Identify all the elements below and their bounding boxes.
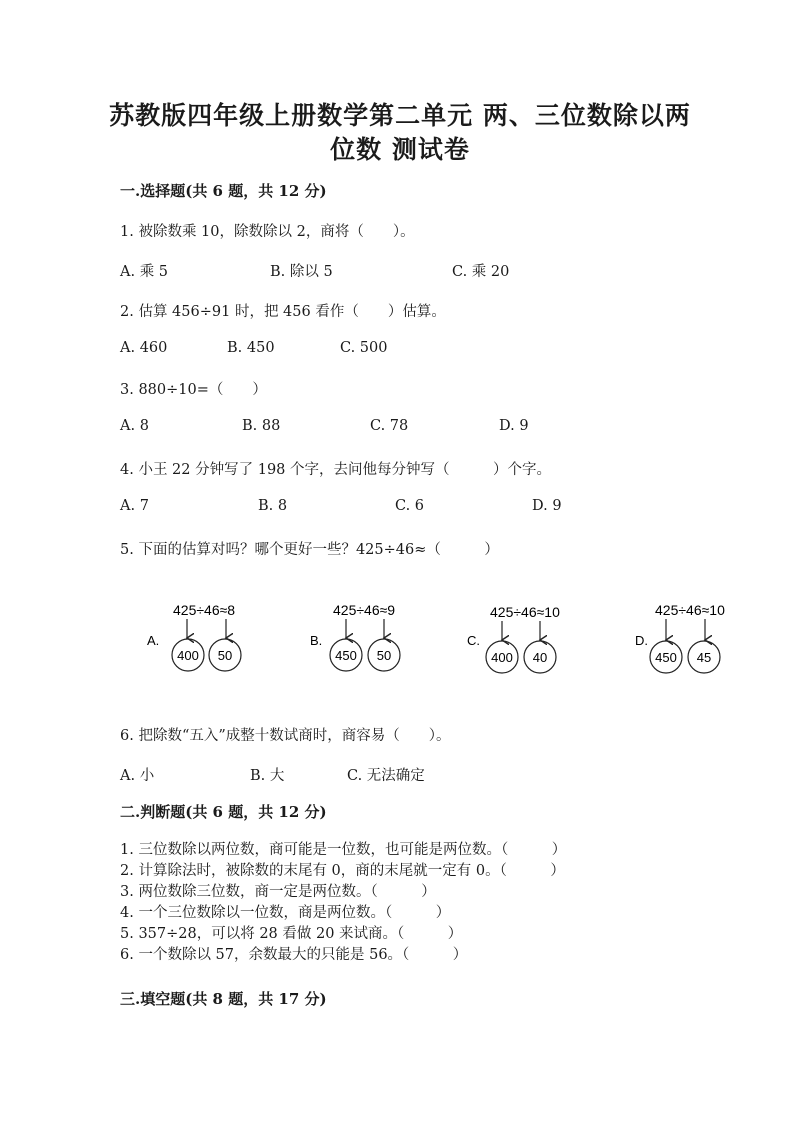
figure-label: B.: [310, 633, 323, 648]
judgement-item: 3. 两位数除三位数，商一定是两位数。（ ）: [120, 884, 436, 900]
judgement-item: 6. 一个数除以 57，余数最大的只能是 56。（ ）: [120, 947, 468, 963]
question-text: 6. 把除数“五入”成整十数试商时，商容易（ ）。: [120, 728, 451, 744]
page-title-line2: 位数 测试卷: [330, 135, 470, 164]
circle-value: 40: [532, 650, 548, 665]
option-d[interactable]: D. 9: [499, 418, 529, 434]
judgement-item: 2. 计算除法时，被除数的末尾有 0，商的末尾就一定有 0。（ ）: [120, 863, 565, 879]
figure-option-a[interactable]: [147, 602, 241, 671]
option-c[interactable]: C. 6: [395, 498, 425, 514]
circle-value: 45: [696, 650, 712, 665]
figure-option-c[interactable]: [467, 604, 560, 673]
circle-value: 50: [376, 648, 392, 663]
option-b[interactable]: B. 大: [250, 768, 285, 784]
option-a[interactable]: A. 7: [120, 498, 149, 514]
figure-option-d[interactable]: [635, 602, 725, 673]
option-c[interactable]: C. 78: [370, 418, 409, 434]
figure-expression: 425÷46≈8: [173, 602, 236, 618]
section-heading-judgement: 二.判断题(共 6 题，共 12 分): [120, 803, 327, 821]
judgement-item: 5. 357÷28，可以将 28 看做 20 来试商。（ ）: [120, 926, 463, 942]
figure-option-b[interactable]: [310, 602, 400, 671]
option-c[interactable]: C. 乘 20: [452, 264, 510, 280]
question-text: 3. 880÷10=（ ）: [120, 382, 267, 398]
circle-value: 50: [217, 648, 233, 663]
option-b[interactable]: B. 450: [227, 340, 275, 356]
section-heading-fill-in: 三.填空题(共 8 题，共 17 分): [120, 990, 327, 1008]
circle-value: 450: [655, 650, 677, 665]
option-b[interactable]: B. 除以 5: [270, 264, 333, 280]
question-text: 4. 小王 22 分钟写了 198 个字，去问他每分钟写（ ）个字。: [120, 462, 552, 478]
figure-label: D.: [635, 633, 648, 648]
question-text: 2. 估算 456÷91 时，把 456 看作（ ）估算。: [120, 304, 446, 320]
option-c[interactable]: C. 500: [340, 340, 388, 356]
option-a[interactable]: A. 8: [120, 418, 149, 434]
option-d[interactable]: D. 9: [532, 498, 562, 514]
page-title-line1: 苏教版四年级上册数学第二单元 两、三位数除以两: [109, 101, 691, 130]
question-text: 5. 下面的估算对吗？哪个更好一些？425÷46≈（ ）: [120, 542, 499, 558]
figure-label: A.: [147, 633, 160, 648]
figure-expression: 425÷46≈9: [333, 602, 396, 618]
judgement-item: 1. 三位数除以两位数，商可能是一位数，也可能是两位数。（ ）: [120, 842, 567, 858]
option-b[interactable]: B. 8: [258, 498, 288, 514]
option-a[interactable]: A. 乘 5: [120, 264, 169, 280]
estimation-figures: [0, 590, 800, 690]
judgement-item: 4. 一个三位数除以一位数，商是两位数。（ ）: [120, 905, 451, 921]
option-b[interactable]: B. 88: [242, 418, 281, 434]
figure-label: C.: [467, 633, 480, 648]
option-a[interactable]: A. 小: [120, 768, 155, 784]
option-c[interactable]: C. 无法确定: [347, 768, 425, 784]
figure-expression: 425÷46≈10: [655, 602, 725, 618]
section-heading-choice: 一.选择题(共 6 题，共 12 分): [120, 182, 327, 200]
circle-value: 450: [335, 648, 357, 663]
circle-value: 400: [177, 648, 199, 663]
option-a[interactable]: A. 460: [120, 340, 168, 356]
question-text: 1. 被除数乘 10，除数除以 2，商将（ ）。: [120, 224, 415, 240]
circle-value: 400: [491, 650, 513, 665]
figure-expression: 425÷46≈10: [490, 604, 560, 620]
